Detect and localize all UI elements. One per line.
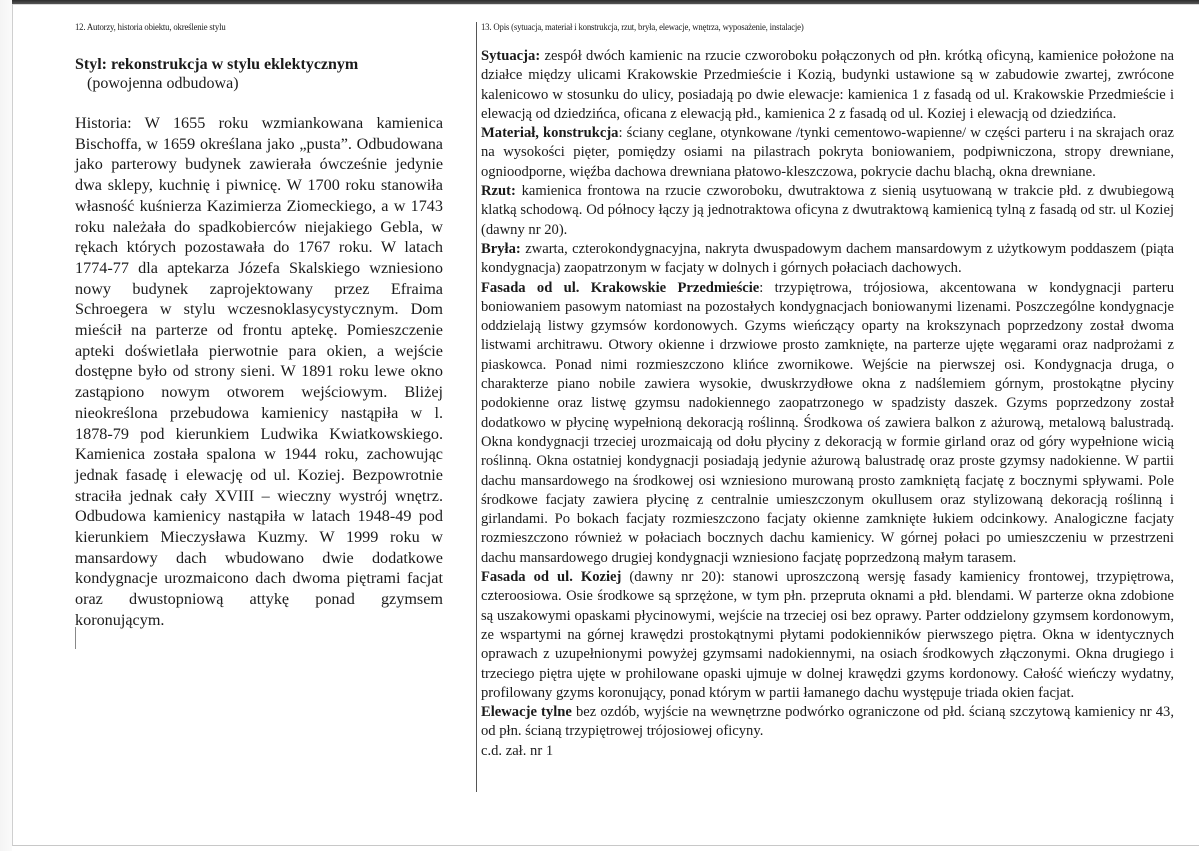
heading-plan: Rzut: — [481, 183, 516, 200]
history-text: Historia: W 1655 roku wzmiankowana kamienica Bischoffa, w 1659 określana jako „pusta”. Odbudowana jako parterowy budynek zawierała ówcześnie jedynie dwa sklepy, kuchnię i piwnicę. W 1700 roku stanowiła własność kuśnierza Kazimierza Ziomeckiego, a w 1743 roku należała do spadkobierców niejakiego Gebla, w rękach których pozostawała do 1767 roku. W latach 1774-77 dla aptekarza Józefa Skalskiego wzniesiono nowy budynek zaprojektowany przez Efraima Schroegera w stylu wczesnoklasycystycznym. Dom mieścił na parterze od frontu aptekę. Pomieszczenie apteki doświetlała pierwotnie para okien, a wejście dostępne było od strony sieni. W 1891 roku lewe okno zastąpiono nowym otworem wejściowym. Bliżej nieokreślona przebudowa kamienicy nastąpiła w l. 1878-79 pod kierunkiem Ludwika Kwiatkowskiego. Kamienica została spalona w 1944 roku, zachowując jednak fasadę i elewację od ul. Koziej. Bezpowrotnie straciła jednak cały XVIII – wieczny wystrój wnętrz. Odbudowa kamienicy nastąpiła w latach 1948-49 pod kierunkiem Mieczysława Kuzmy. W 1999 roku w mansardowy dach wbudowano dwie dodatkowe kondygnacje urozmaicono dach dwoma piętrami facjat oraz dwustopniową attykę ponad gzymsem koronującym. — [75, 114, 443, 629]
heading-rear-elevations: Elewacje tylne — [481, 704, 572, 721]
heading-facade-krakowskie: Fasada od ul. Krakowskie Przedmieście — [481, 279, 760, 296]
heading-massing: Bryła: — [481, 240, 521, 257]
style-subtitle: (powojenna odbudowa) — [87, 75, 239, 92]
section-label-description: 13. Opis (sytuacja, materiał i konstrukcja, rzut, bryła, elewacje, wnętrza, wyposażenie, instalacje) — [481, 23, 804, 33]
text-facade-koziej: (dawny nr 20): stanowi uproszczoną wersję fasady kamienicy frontowej, trzypiętrowa, czteroosiowa. Osie środkowe są sprzężone, w tym płn. przepruta oknami a płd. blendami. W parterze okna zdobione są uszakowymi opaskami płycinowymi, wejście na trzeciej osi bez oprawy. Parter oddzielony gzymsem kordonowym, ze wspartymi na górnej krawędzi prostokątnymi płytami podokienników pierwszego piętra. Okna w identycznych oprawach z uzupełnionymi powyżej gzymsami nadokiennymi, na osiach środkowych złączonymi. Okna drugiego i trzeciego piętra ujęte w prohilowane opaski ujmuje w dolnej krawędzi gzyms kordonowy. Całość wieńczy wydatny, profilowany gzyms koronujący, ponad którym w partii łamanego dachu występuje triada okien facjat. — [481, 569, 1174, 701]
paragraph-massing — [481, 240, 1174, 279]
description-body — [481, 47, 1174, 742]
right-column — [481, 22, 1174, 761]
text-material: : ściany ceglane, otynkowane /tynki cementowo-wapienne/ w części parteru i na skrajach oraz na wysokości pięter, pomiędzy osiami na pilastrach pokryta boniowaniem, podpiwniczona, stropy drewniane, ognioodporne, więźba dachowa drewniana płatowo-kleszczowa, pokrycie dachu blachą, okna drewniane. — [481, 125, 1174, 180]
text-massing: zwarta, czterokondygnacyjna, nakryta dwuspadowym dachem mansardowym z użytkowym poddaszem (piąta kondygnacja) zaopatrzonym w facjaty w dolnych i górnych połaciach dachowych. — [481, 240, 1174, 277]
section-label-authors-history: 12. Autorzy, historia obiektu, określenie stylu — [75, 23, 226, 33]
left-column — [75, 22, 443, 631]
text-situation: zespół dwóch kamienic na rzucie czworoboku połączonych od płn. krótką oficyną, kamienice położone na działce między ulicami Krakowskie Przedmieście i Kozią, budynki ustawione są w zabudowie zwartej, zwrócone kalenicowo w stosunku do ulicy, posiadają po dwie elewacje: kamienica 1 z fasadą od ul. Krakowskie Przedmieście i elewacją od dziedzińca, oficana z elewacją płd., kamienica 2 z fasadą od ul. Koziej i elewacją od dziedzińca. — [481, 48, 1174, 122]
text-rear-elevations: bez ozdób, wyjście na wewnętrzne podwórko ograniczone od płd. ścianą szczytową kamienicy nr 43, od płn. ścianą trzypiętrowej trójosiowej oficyny. — [481, 704, 1174, 740]
style-title: Styl: rekonstrukcja w stylu eklektycznym — [75, 56, 359, 73]
paragraph-situation — [481, 47, 1174, 124]
heading-situation: Sytuacja: — [481, 48, 541, 64]
paragraph-material — [481, 124, 1174, 182]
heading-facade-koziej: Fasada od ul. Koziej — [481, 569, 622, 586]
text-facade-krakowskie: : trzypiętrowa, trójosiowa, akcentowana w kondygnacji parteru boniowaniem pasowym natomiast na pozostałych kondygnacjach boniowanymi lizenami. Poszczególne kondygnacje oddzielają listwy gzymsów kordonowych. Gzyms wieńczący oparty na krokszynach poprzedzony został dwoma listwami architrawu. Otwory okienne i drzwiowe prosto zamknięte, na parterze ujęte węgarami oraz nadprożami z piaskowca. Ponad nimi rozmieszczono klińce zwornikowe. Wejście na pierwszej osi. Kondygnacja druga, o charakterze piano nobile zawiera wysokie, dwuskrzydłowe okna z nadślemiem górnym, prostokątne płyciny podokienne oraz listwę gzymsu nadokiennego zaopatrzonego w spadzisty daszek. Gzyms poprzedzony został dodatkowo w płycinę wypełnioną dekoracją roślinną. Środkowa oś zawiera balkon z ażurową, metalową balustradą. Okna kondygnacji trzeciej urozmaicają od dołu płyciny z dekoracją w formie girland oraz od góry wypełnione wicią roślinną. Okna ostatniej kondygnacji posiadają jedynie ażurową balustradę oraz proste gzymsy nadokienne. W partii dachu mansardowego na środkowej osi wzniesiono murowaną prosto zamkniętą facjatę z bocznymi spływami. Pole środkowe facjaty zawiera płycinę z centralnie umieszczonym okullusem oraz stylizowaną dekoracją roślinną i girlandami. Po bokach facjaty rozmieszczono facjaty okienne zamknięte łukiem odcinkowy. Analogiczne facjaty rozmieszczono również w połaciach bocznych dachu kamienicy. W górnej połaci po umieszczeniu w przestrzeni dachu mansardowego drugiej kondygnacji wzniesiono facjatę poprzedzoną małym tarasem. — [481, 279, 1174, 566]
heading-material: Materiał, konstrukcja — [481, 125, 619, 142]
paragraph-facade-krakowskie — [481, 279, 1174, 568]
column-divider — [476, 22, 477, 792]
continuation-note: c.d. zał. nr 1 — [481, 742, 554, 759]
paragraph-plan — [481, 182, 1174, 240]
scan-edge — [0, 0, 12, 851]
paragraph-facade-koziej — [481, 568, 1174, 703]
text-plan: kamienica frontowa na rzucie czworoboku, dwutraktowa z sienią usytuowaną w trakcie płd. z dwubiegową klatką schodową. Od północy łączy ją jednotraktowa oficyna z dwutraktową kamienicą tylną z fasadą od str. ul Koziej (dawny nr 20). — [481, 183, 1174, 238]
paragraph-rear-elevations — [481, 703, 1174, 742]
